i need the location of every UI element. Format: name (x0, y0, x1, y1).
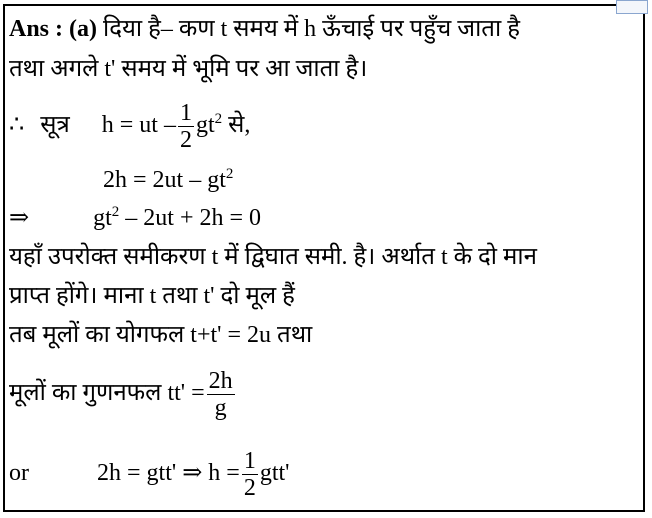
corner-marker (616, 0, 648, 14)
formula-rhs: gt (195, 112, 215, 138)
final-line (9, 440, 290, 506)
equation-2 (103, 165, 233, 195)
answer-intro-line (9, 14, 520, 44)
implies-arrow: ⇒ (9, 205, 30, 231)
fraction-denominator: 2 (179, 126, 192, 153)
formula-suffix: से, (228, 112, 251, 138)
equation-3 (9, 203, 261, 233)
fraction-numerator: 2h (208, 367, 233, 394)
product-fraction (207, 368, 235, 421)
exponent: 2 (111, 204, 120, 220)
explanation-text-1: यहाँ उपरोक्त समीकरण t में द्विघात समी. है। अर्थात t के दो मान (9, 244, 537, 270)
explanation-text-3: तब मूलों का योगफल t+t' = 2u तथा (9, 322, 313, 348)
answer-label: Ans : (a) (9, 16, 97, 42)
product-line (9, 358, 237, 428)
answer-intro-continuation (9, 54, 367, 84)
explanation-line-1 (9, 242, 537, 272)
half-fraction (178, 100, 194, 153)
explanation-line-2 (9, 281, 295, 311)
formula-lhs: h = ut – (101, 112, 176, 138)
equation-3-rest: – 2ut + 2h = 0 (125, 205, 262, 231)
final-fraction (242, 448, 258, 501)
fraction-numerator: 1 (243, 447, 256, 474)
answer-intro-text: दिया है– कण t समय में h ऊँचाई पर पहुँच जाता है (103, 16, 520, 42)
equation-3-gt: gt (93, 205, 112, 231)
formula-line (9, 95, 250, 155)
formula-label: सूत्र (40, 112, 70, 138)
or-label: or (9, 460, 29, 486)
product-text: मूलों का गुणनफल tt' = (9, 380, 205, 406)
fraction-denominator: 2 (243, 474, 256, 501)
exponent: 2 (214, 111, 223, 127)
fraction-numerator: 1 (179, 99, 192, 126)
equation-2-text: 2h = 2ut – gt (103, 167, 226, 193)
intro-continuation-text: तथा अगले t' समय में भूमि पर आ जाता है। (9, 56, 368, 82)
final-rhs: gtt' (259, 460, 290, 486)
fraction-denominator: g (214, 394, 227, 421)
explanation-line-3 (9, 320, 312, 350)
therefore-symbol: ∴ (9, 112, 25, 138)
explanation-text-2: प्राप्त होंगे। माना t तथा t' दो मूल हैं (9, 283, 295, 309)
exponent: 2 (225, 166, 234, 182)
final-lhs: 2h = gtt' ⇒ h = (97, 460, 240, 486)
